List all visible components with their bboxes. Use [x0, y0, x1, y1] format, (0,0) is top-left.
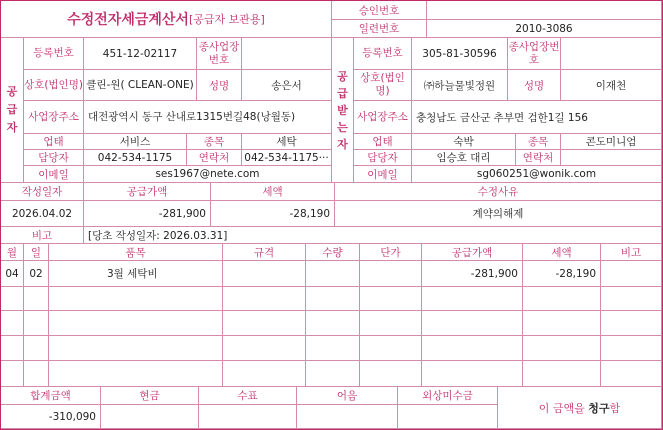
supplier-email-value: ses1967@nete.com	[84, 166, 332, 183]
supplier-side-char: 급	[6, 103, 18, 116]
items-header-supply: 공급가액	[422, 244, 523, 261]
empty-item-cell	[223, 311, 306, 336]
empty-item-cell	[601, 311, 662, 336]
item-spec	[223, 261, 306, 287]
summary-supply-value: -281,900	[84, 201, 211, 227]
item-note	[601, 261, 662, 287]
items-header-name: 품목	[49, 244, 223, 261]
empty-item-cell	[523, 361, 601, 387]
empty-item-cell	[306, 311, 360, 336]
buyer-name-label: 상호(법인명)	[354, 70, 412, 101]
empty-item-cell	[1, 311, 24, 336]
supplier-rep-value: 송은서	[242, 70, 332, 101]
supplier-type-value: 서비스	[84, 134, 187, 150]
check-value	[199, 405, 297, 429]
empty-item-cell	[601, 361, 662, 387]
empty-item-cell	[360, 336, 422, 361]
buyer-contact-label: 연락처	[516, 150, 561, 166]
cash-label: 현금	[101, 387, 199, 405]
item-month: 04	[1, 261, 24, 287]
supplier-name-value: 클린-원( CLEAN-ONE)	[84, 70, 197, 101]
total-label: 합계금액	[1, 387, 101, 405]
empty-item-cell	[523, 336, 601, 361]
empty-item-cell	[306, 336, 360, 361]
item-name: 3월 세탁비	[49, 261, 223, 287]
empty-item-cell	[360, 287, 422, 311]
buyer-addr-value: 충청남도 금산군 추부면 검한1길 156	[412, 101, 662, 134]
empty-item-cell	[223, 336, 306, 361]
items-header-month: 월	[1, 244, 24, 261]
buyer-type-value: 숙박	[412, 134, 516, 150]
empty-item-cell	[422, 336, 523, 361]
credit-value	[398, 405, 498, 429]
summary-date-value: 2026.04.02	[1, 201, 84, 227]
item-day: 02	[24, 261, 49, 287]
buyer-reg-label: 등록번호	[354, 38, 412, 70]
check-label: 수표	[199, 387, 297, 405]
supplier-addr-label: 사업장주소	[24, 101, 84, 134]
empty-item-cell	[1, 336, 24, 361]
buyer-side-char: 자	[337, 137, 348, 151]
items-header-price: 단가	[360, 244, 422, 261]
total-value: -310,090	[1, 405, 101, 429]
cash-value	[101, 405, 199, 429]
empty-item-cell	[306, 287, 360, 311]
items-header-qty: 수량	[306, 244, 360, 261]
items-header-day: 일	[24, 244, 49, 261]
empty-item-cell	[24, 287, 49, 311]
supplier-manager-value: 042-534-1175	[84, 150, 187, 166]
invoice-title	[1, 1, 332, 38]
empty-item-cell	[360, 361, 422, 387]
buyer-item-label: 종목	[516, 134, 561, 150]
empty-item-cell	[1, 287, 24, 311]
supplier-rep-label: 성명	[197, 70, 242, 101]
summary-tax-label: 세액	[211, 183, 335, 201]
buyer-type-label: 업태	[354, 134, 412, 150]
approval-label: 승인번호	[332, 1, 427, 20]
empty-item-cell	[49, 361, 223, 387]
buyer-name-value: ㈜하늘물빛정원	[412, 70, 508, 101]
buyer-side-label	[332, 38, 354, 183]
summary-tax-value: -28,190	[211, 201, 335, 227]
serial-label: 일련번호	[332, 20, 427, 38]
empty-item-cell	[422, 311, 523, 336]
statement-prefix: 이 금액을	[538, 401, 589, 415]
empty-item-cell	[49, 287, 223, 311]
empty-item-cell	[601, 287, 662, 311]
supplier-side-char: 공	[6, 85, 18, 98]
items-header-spec: 규격	[223, 244, 306, 261]
buyer-rep-label: 성명	[508, 70, 561, 101]
buyer-contact-value	[561, 150, 662, 166]
bill-label: 어음	[297, 387, 398, 405]
supplier-reg-label: 등록번호	[24, 38, 84, 70]
item-qty	[306, 261, 360, 287]
empty-item-cell	[306, 361, 360, 387]
empty-item-cell	[24, 311, 49, 336]
buyer-addr-label: 사업장주소	[354, 101, 412, 134]
buyer-manager-value: 임승호 대리	[412, 150, 516, 166]
supplier-email-label: 이메일	[24, 166, 84, 183]
empty-item-cell	[223, 361, 306, 387]
buyer-side-char: 받	[337, 103, 348, 117]
supplier-type-label: 업태	[24, 134, 84, 150]
buyer-email-value: sg060251@wonik.com	[412, 166, 662, 183]
supplier-addr-value: 대전광역시 동구 산내로1315번길48(낭월동)	[84, 101, 332, 134]
supplier-item-value: 세탁	[242, 134, 332, 150]
supplier-manager-label: 담당자	[24, 150, 84, 166]
statement-suffix: 함	[609, 401, 621, 415]
supplier-branch-label: 종사업장번호	[197, 38, 242, 70]
buyer-email-label: 이메일	[354, 166, 412, 183]
title-text: 수정전자세금계산서	[67, 12, 189, 28]
note-value: [당초 작성일자: 2026.03.31]	[84, 227, 662, 244]
empty-item-cell	[49, 336, 223, 361]
buyer-branch-label: 종사업장번호	[508, 38, 561, 70]
empty-item-cell	[601, 336, 662, 361]
summary-date-label: 작성일자	[1, 183, 84, 201]
serial-value: 2010-3086	[427, 20, 662, 38]
buyer-side-char: 급	[337, 86, 348, 100]
empty-item-cell	[49, 311, 223, 336]
buyer-side-char: 공	[337, 69, 348, 83]
empty-item-cell	[24, 336, 49, 361]
item-tax: -28,190	[523, 261, 601, 287]
supplier-contact-label: 연락처	[187, 150, 242, 166]
buyer-side-char: 는	[337, 120, 348, 134]
supplier-side-label	[1, 38, 24, 183]
items-header-note: 비고	[601, 244, 662, 261]
bill-value	[297, 405, 398, 429]
summary-reason-value: 계약의해제	[335, 201, 662, 227]
item-supply: -281,900	[422, 261, 523, 287]
empty-item-cell	[523, 287, 601, 311]
buyer-branch-value	[561, 38, 662, 70]
empty-item-cell	[24, 361, 49, 387]
supplier-branch-value	[242, 38, 332, 70]
supplier-item-label: 종목	[187, 134, 242, 150]
empty-item-cell	[1, 361, 24, 387]
title-subtitle: [공급자 보관용]	[188, 13, 265, 26]
buyer-item-value: 콘도미니엄	[561, 134, 662, 150]
item-price	[360, 261, 422, 287]
empty-item-cell	[422, 287, 523, 311]
billing-statement	[498, 387, 662, 429]
statement-bold: 청구	[588, 401, 610, 415]
buyer-reg-value: 305-81-30596	[412, 38, 508, 70]
summary-supply-label: 공급가액	[84, 183, 211, 201]
buyer-manager-label: 담당자	[354, 150, 412, 166]
note-label: 비고	[1, 227, 84, 244]
empty-item-cell	[523, 311, 601, 336]
supplier-name-label: 상호(법인명)	[24, 70, 84, 101]
supplier-reg-value: 451-12-02117	[84, 38, 197, 70]
empty-item-cell	[422, 361, 523, 387]
approval-value	[427, 1, 662, 20]
items-header-tax: 세액	[523, 244, 601, 261]
supplier-side-char: 자	[6, 121, 18, 134]
supplier-contact-value: 042-534-1175···	[242, 150, 332, 166]
summary-reason-label: 수정사유	[335, 183, 662, 201]
empty-item-cell	[360, 311, 422, 336]
buyer-rep-value: 이재천	[561, 70, 662, 101]
credit-label: 외상미수금	[398, 387, 498, 405]
empty-item-cell	[223, 287, 306, 311]
